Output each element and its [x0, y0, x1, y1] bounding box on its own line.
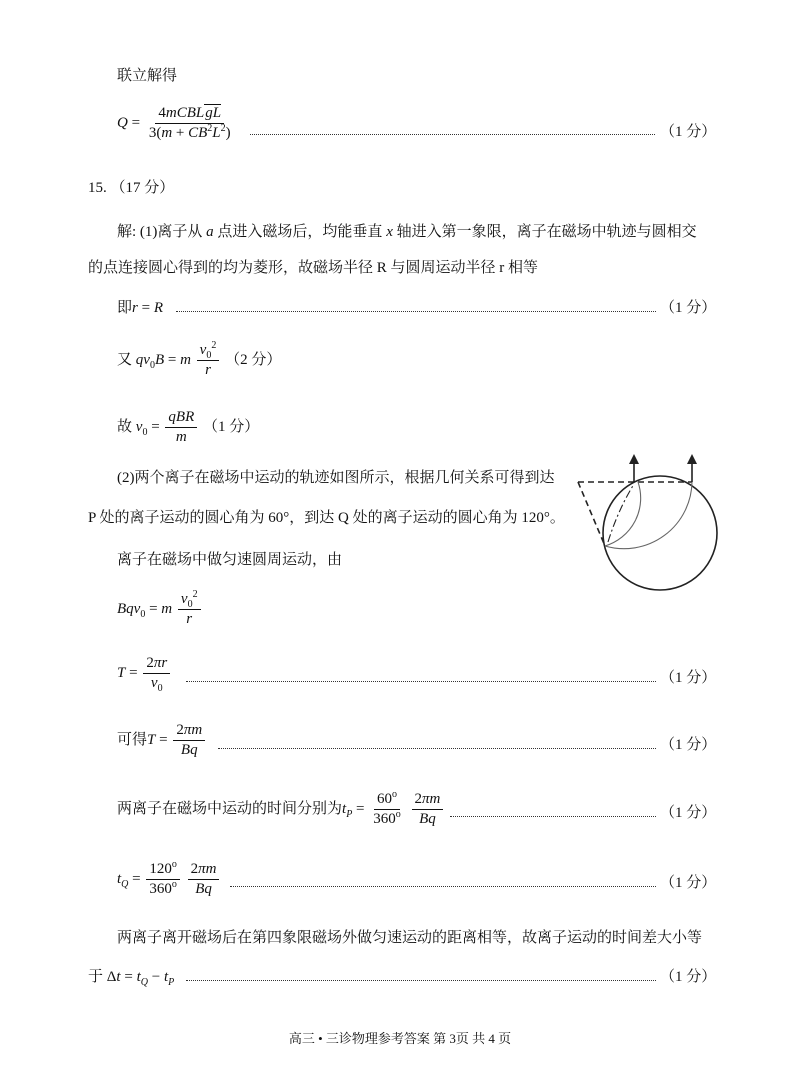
dotted-leader: [218, 748, 656, 749]
points-tp: （1 分）: [660, 805, 717, 821]
tp-equation: 两离子在磁场中运动的时间分别为$t_P$ = $\frac{60^o}{360^o}$ $\frac{2\pi m}{Bq}$: [117, 792, 445, 827]
arrow-p-head: [629, 454, 639, 464]
final-line1: 两离子离开磁场后在第四象限磁场外做匀速运动的距离相等，故离子运动的时间差大小等: [117, 930, 703, 946]
para2-line1: (2)两个离子在磁场中运动的轨迹如图所示，根据几何关系可得到达: [117, 470, 555, 486]
points-r: （1 分）: [660, 300, 717, 316]
dotted-leader: [450, 816, 656, 817]
trajectory-p-dash: [608, 484, 634, 542]
points-final: （1 分）: [660, 969, 717, 985]
force-equation: 又 $qv_0B = m$ $\frac{v_0^2}{r}$ （2 分）: [117, 340, 282, 378]
para2-line2: P 处的离子运动的圆心角为 60°，到达 Q 处的离子运动的圆心角为 120°。: [88, 510, 565, 526]
dotted-leader: [176, 311, 656, 312]
period-equation: T = $\frac{2\pi r}{v_0}$: [117, 656, 172, 691]
dotted-leader: [186, 681, 656, 682]
para1-line2: 的点连接圆心得到的均为菱形，故磁场半径 R 与圆周运动半径 r 相等: [88, 260, 539, 276]
points-tq: （1 分）: [660, 875, 717, 891]
tq-equation: $t_Q$ = $\frac{120^o}{360^o}$ $\frac{2\pi m}{Bq}$: [117, 862, 221, 897]
dashed-line-diagonal: [578, 482, 605, 546]
dotted-leader: [186, 980, 656, 981]
arrow-q-head: [687, 454, 697, 464]
q-formula: Q = $\frac{\text{4mCBLgL}}{3(m + CB^2L^2)}$: [117, 105, 231, 141]
points-T2: （1 分）: [660, 737, 717, 753]
para1-line1: 解: (1)离子从 a 点进入磁场后，均能垂直 x 轴进入第一象限，离子在磁场中轨迹与圆相交: [117, 224, 697, 240]
solve-heading: 联立解得: [117, 68, 178, 84]
points-T: （1 分）: [660, 670, 717, 686]
uniform-motion-text: 离子在磁场中做匀速圆周运动，由: [117, 552, 343, 568]
points-q: （1 分）: [660, 124, 717, 140]
r-eq-R: 即r = R: [117, 300, 163, 316]
lorentz-equation: Bqv$_0$ = m $\frac{v_0^2}{r}$: [117, 592, 203, 627]
v0-equation: 故 $v_0$ = $\frac{\text{qBR}}{m}$ （1 分）: [117, 409, 260, 445]
final-line2: 于 $\Delta t = t_Q - t_P$: [88, 969, 175, 988]
problem-number: 15. （17 分）: [88, 180, 175, 196]
trajectory-diagram: [570, 450, 730, 610]
dotted-leader: [250, 134, 655, 135]
period-result: 可得T = $\frac{2\pi m}{Bq}$: [117, 723, 207, 758]
field-circle: [603, 476, 717, 590]
page-footer: 高三 • 三诊物理参考答案 第 3页 共 4 页: [288, 1031, 512, 1046]
dotted-leader: [230, 886, 656, 887]
